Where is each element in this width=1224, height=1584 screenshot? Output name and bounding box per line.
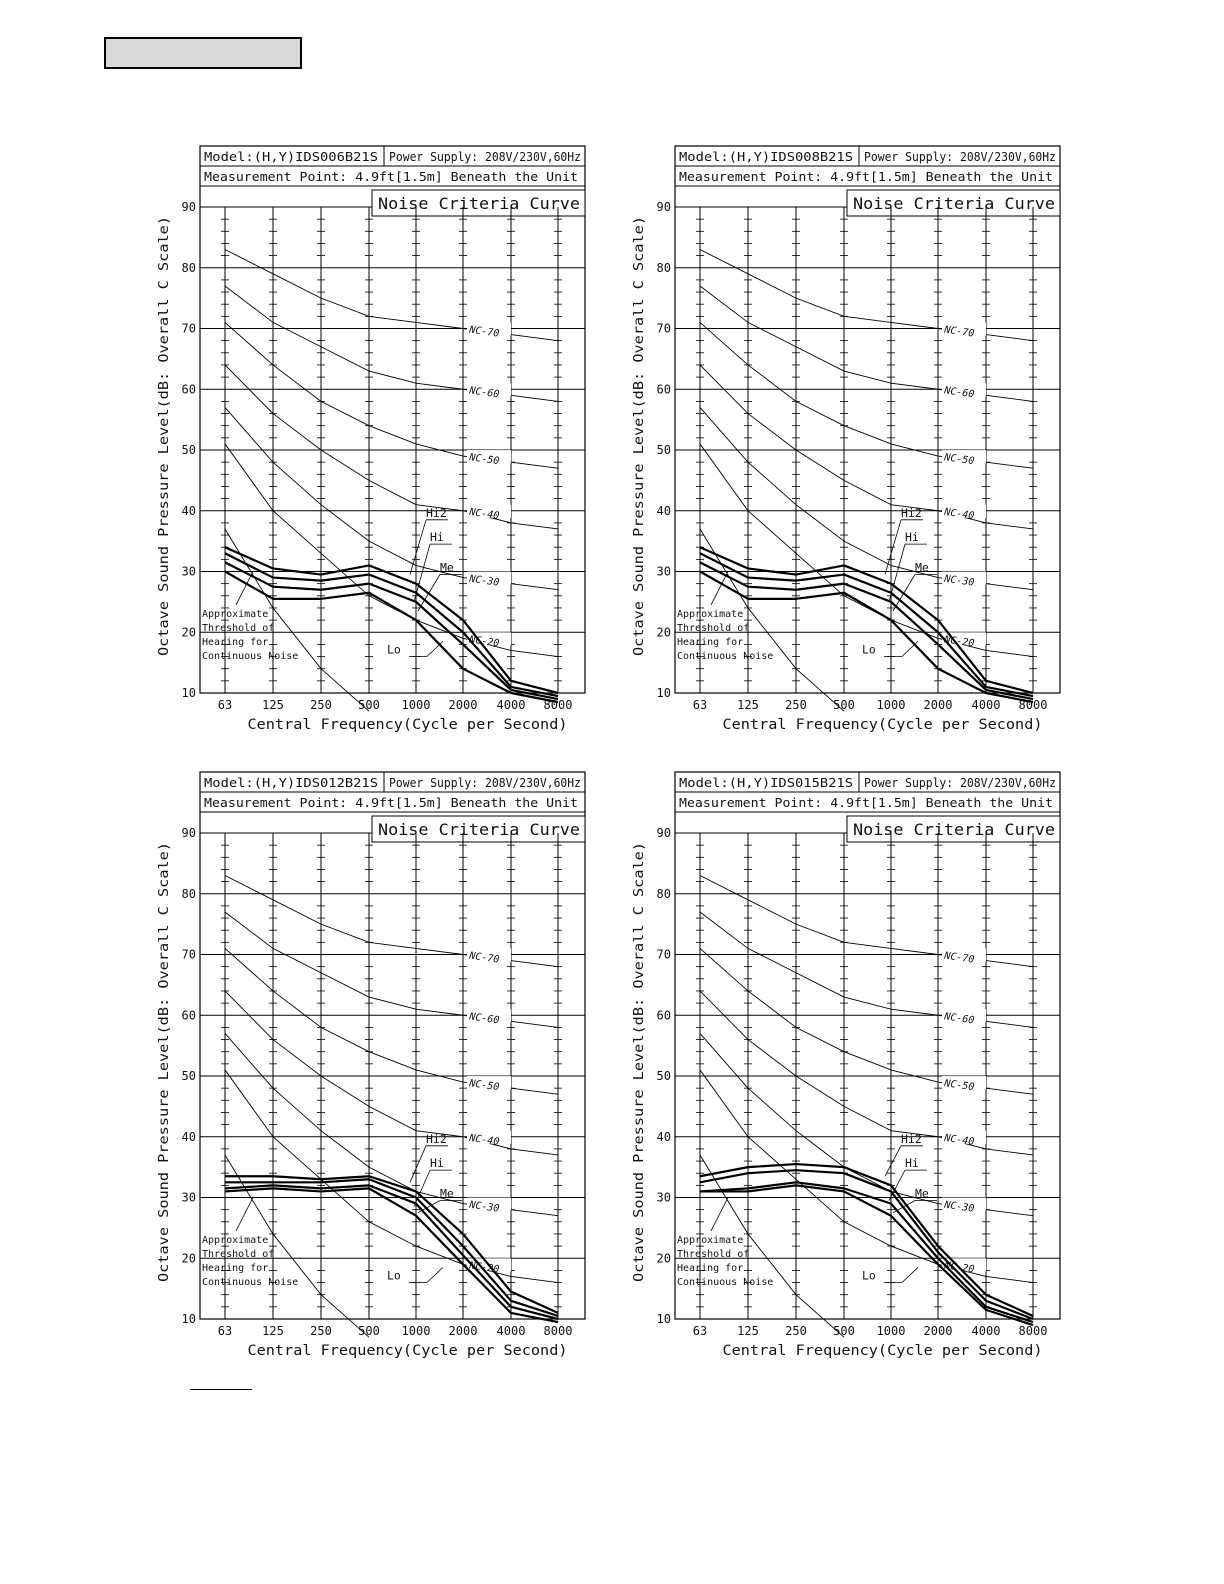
series-leader xyxy=(427,641,443,656)
nc-curve-nc-20 xyxy=(700,444,1033,657)
x-tick-label: 63 xyxy=(217,698,233,712)
threshold-label: Approximate xyxy=(202,1235,269,1247)
x-tick-label: 63 xyxy=(217,1324,233,1338)
y-tick-label: 90 xyxy=(181,826,196,840)
x-tick-label: 1000 xyxy=(876,1324,906,1338)
nc-label: NC-30 xyxy=(468,1199,500,1215)
nc-label: NC-70 xyxy=(943,950,975,966)
y-tick-label: 50 xyxy=(656,1069,671,1083)
nc-label: NC-50 xyxy=(468,1078,500,1094)
y-tick-label: 80 xyxy=(181,886,196,901)
nc-label: NC-70 xyxy=(943,324,975,340)
y-tick-label: 10 xyxy=(656,1312,671,1326)
x-tick-label: 63 xyxy=(692,1324,708,1338)
x-tick-label: 4000 xyxy=(971,1324,1001,1338)
nc-label: NC-70 xyxy=(468,324,500,340)
y-tick-label: 40 xyxy=(656,503,671,518)
y-tick-label: 60 xyxy=(181,382,196,397)
nc-label: NC-20 xyxy=(468,634,500,650)
nc-label: NC-50 xyxy=(943,452,975,468)
series-label-lo: Lo xyxy=(387,1268,401,1283)
series-label-me: Me xyxy=(915,1186,929,1201)
chart-title: Noise Criteria Curve xyxy=(853,820,1055,839)
x-tick-label: 125 xyxy=(262,698,284,712)
y-tick-label: 60 xyxy=(656,1008,671,1023)
y-tick-label: 30 xyxy=(181,1190,196,1205)
threshold-label: Threshold of xyxy=(677,623,750,635)
threshold-label: Approximate xyxy=(677,1235,744,1247)
series-label-hi2: Hi2 xyxy=(426,505,447,520)
series-hi xyxy=(700,1170,1033,1319)
y-tick-label: 70 xyxy=(656,321,671,336)
chart-svg xyxy=(625,768,1095,1368)
measurement-label: Measurement Point: 4.9ft[1.5m] Beneath the Unit xyxy=(679,796,1053,810)
y-tick-label: 60 xyxy=(656,382,671,397)
nc-label: NC-20 xyxy=(943,634,975,650)
x-tick-label: 125 xyxy=(737,1324,759,1338)
x-tick-label: 250 xyxy=(785,1324,807,1338)
model-label: Model:(H,Y)IDS012B21S xyxy=(204,775,378,790)
series-leader xyxy=(418,575,440,611)
x-tick-label: 250 xyxy=(310,698,332,712)
nc-label: NC-40 xyxy=(943,1132,975,1148)
y-axis-title: Octave Sound Pressure Level(dB: Overall C Scale) xyxy=(631,891,647,1282)
nc-label: NC-60 xyxy=(468,1011,500,1027)
footnote-rule xyxy=(190,1389,252,1390)
power-supply-label: Power Supply: 208V/230V,60Hz xyxy=(389,150,581,164)
x-tick-label: 2000 xyxy=(923,1324,953,1338)
y-tick-label: 80 xyxy=(656,260,671,275)
model-label: Model:(H,Y)IDS015B21S xyxy=(679,775,853,790)
series-label-lo: Lo xyxy=(862,642,876,657)
y-tick-label: 90 xyxy=(656,826,671,840)
chart-svg xyxy=(625,142,1095,742)
y-tick-label: 10 xyxy=(181,1312,196,1326)
threshold-label: Hearing for xyxy=(202,1263,269,1275)
nc-curve-nc-20 xyxy=(225,444,558,657)
threshold-label: Approximate xyxy=(677,609,744,621)
series-leader xyxy=(410,1146,426,1182)
series-label-me: Me xyxy=(440,1186,454,1201)
threshold-label: Threshold of xyxy=(202,623,275,635)
y-tick-label: 50 xyxy=(181,443,196,457)
x-tick-label: 63 xyxy=(692,698,708,712)
x-tick-label: 125 xyxy=(262,1324,284,1338)
nc-label: NC-50 xyxy=(943,1078,975,1094)
x-tick-label: 8000 xyxy=(1018,698,1048,712)
x-tick-label: 2000 xyxy=(448,1324,478,1338)
y-axis-title: Octave Sound Pressure Level(dB: Overall C Scale) xyxy=(631,265,647,656)
y-tick-label: 40 xyxy=(181,1129,196,1144)
model-label: Model:(H,Y)IDS006B21S xyxy=(204,149,378,164)
series-hi2 xyxy=(225,1176,558,1313)
x-tick-label: 500 xyxy=(358,698,380,712)
measurement-label: Measurement Point: 4.9ft[1.5m] Beneath the Unit xyxy=(204,796,578,810)
series-label-me: Me xyxy=(440,560,454,575)
measurement-label: Measurement Point: 4.9ft[1.5m] Beneath the Unit xyxy=(679,170,1053,184)
chart-svg xyxy=(150,768,620,1368)
nc-label: NC-40 xyxy=(468,506,500,522)
x-tick-label: 125 xyxy=(737,698,759,712)
x-tick-label: 1000 xyxy=(876,698,906,712)
x-axis-title: Central Frequency(Cycle per Second) xyxy=(722,1343,1043,1359)
x-tick-label: 500 xyxy=(833,698,855,712)
y-tick-label: 70 xyxy=(656,947,671,962)
series-label-hi2: Hi2 xyxy=(901,505,922,520)
nc-label: NC-70 xyxy=(468,950,500,966)
chart-title: Noise Criteria Curve xyxy=(853,194,1055,213)
y-tick-label: 80 xyxy=(181,260,196,275)
nc-label: NC-40 xyxy=(468,1132,500,1148)
x-tick-label: 8000 xyxy=(543,1324,573,1338)
series-leader xyxy=(902,641,918,656)
threshold-label: Hearing for xyxy=(677,1263,744,1275)
y-tick-label: 10 xyxy=(181,686,196,700)
threshold-label: Approximate xyxy=(202,609,269,621)
threshold-leader xyxy=(711,1198,728,1231)
threshold-leader xyxy=(236,572,253,605)
x-tick-label: 500 xyxy=(358,1324,380,1338)
series-label-me: Me xyxy=(915,560,929,575)
series-leader xyxy=(902,1267,918,1282)
nc-label: NC-60 xyxy=(943,385,975,401)
nc-label: NC-30 xyxy=(943,1199,975,1215)
y-tick-label: 30 xyxy=(181,564,196,579)
y-tick-label: 30 xyxy=(656,564,671,579)
y-tick-label: 40 xyxy=(656,1129,671,1144)
x-tick-label: 8000 xyxy=(1018,1324,1048,1338)
series-label-lo: Lo xyxy=(862,1268,876,1283)
nc-label: NC-20 xyxy=(943,1260,975,1276)
nc-label: NC-30 xyxy=(468,573,500,589)
series-hi2 xyxy=(700,1164,1033,1316)
series-label-hi: Hi xyxy=(430,530,444,545)
threshold-label: Continuous Noise xyxy=(677,651,774,663)
x-axis-title: Central Frequency(Cycle per Second) xyxy=(247,1343,568,1359)
x-tick-label: 500 xyxy=(833,1324,855,1338)
threshold-leader xyxy=(236,1198,253,1231)
x-tick-label: 1000 xyxy=(401,1324,431,1338)
x-tick-label: 2000 xyxy=(448,698,478,712)
noise-chart-ids012 xyxy=(150,768,620,1368)
measurement-label: Measurement Point: 4.9ft[1.5m] Beneath the Unit xyxy=(204,170,578,184)
y-tick-label: 90 xyxy=(181,200,196,214)
y-tick-label: 50 xyxy=(656,443,671,457)
series-leader xyxy=(893,575,915,611)
series-label-hi: Hi xyxy=(905,1156,919,1171)
nc-label: NC-40 xyxy=(943,506,975,522)
threshold-leader xyxy=(711,572,728,605)
x-tick-label: 250 xyxy=(785,698,807,712)
chart-title: Noise Criteria Curve xyxy=(378,194,580,213)
x-tick-label: 250 xyxy=(310,1324,332,1338)
series-label-hi2: Hi2 xyxy=(901,1131,922,1146)
x-tick-label: 8000 xyxy=(543,698,573,712)
threshold-label: Continuous Noise xyxy=(202,1277,299,1289)
x-axis-title: Central Frequency(Cycle per Second) xyxy=(722,717,1043,733)
threshold-label: Continuous Noise xyxy=(202,651,299,663)
series-label-hi: Hi xyxy=(430,1156,444,1171)
nc-label: NC-30 xyxy=(943,573,975,589)
y-tick-label: 70 xyxy=(181,321,196,336)
threshold-label: Threshold of xyxy=(202,1249,275,1261)
series-label-hi: Hi xyxy=(905,530,919,545)
x-tick-label: 4000 xyxy=(496,1324,526,1338)
nc-label: NC-20 xyxy=(468,1260,500,1276)
series-leader xyxy=(427,1267,443,1282)
threshold-label: Continuous Noise xyxy=(677,1277,774,1289)
x-axis-title: Central Frequency(Cycle per Second) xyxy=(247,717,568,733)
y-tick-label: 70 xyxy=(181,947,196,962)
power-supply-label: Power Supply: 208V/230V,60Hz xyxy=(389,776,581,790)
series-label-hi2: Hi2 xyxy=(426,1131,447,1146)
y-tick-label: 20 xyxy=(656,1251,671,1266)
nc-label: NC-60 xyxy=(468,385,500,401)
x-tick-label: 4000 xyxy=(971,698,1001,712)
chart-title: Noise Criteria Curve xyxy=(378,820,580,839)
y-tick-label: 80 xyxy=(656,886,671,901)
y-tick-label: 90 xyxy=(656,200,671,214)
y-tick-label: 60 xyxy=(181,1008,196,1023)
x-tick-label: 2000 xyxy=(923,698,953,712)
nc-label: NC-50 xyxy=(468,452,500,468)
power-supply-label: Power Supply: 208V/230V,60Hz xyxy=(864,776,1056,790)
threshold-label: Hearing for xyxy=(677,637,744,649)
threshold-label: Threshold of xyxy=(677,1249,750,1261)
y-axis-title: Octave Sound Pressure Level(dB: Overall C Scale) xyxy=(156,265,172,656)
y-tick-label: 50 xyxy=(181,1069,196,1083)
chart-svg xyxy=(150,142,620,742)
y-tick-label: 20 xyxy=(181,625,196,640)
y-tick-label: 20 xyxy=(656,625,671,640)
noise-chart-ids008 xyxy=(625,142,1095,742)
power-supply-label: Power Supply: 208V/230V,60Hz xyxy=(864,150,1056,164)
x-tick-label: 4000 xyxy=(496,698,526,712)
y-tick-label: 20 xyxy=(181,1251,196,1266)
header-box xyxy=(104,37,302,69)
x-tick-label: 1000 xyxy=(401,698,431,712)
noise-chart-ids015 xyxy=(625,768,1095,1368)
threshold-label: Hearing for xyxy=(202,637,269,649)
series-label-lo: Lo xyxy=(387,642,401,657)
noise-chart-ids006 xyxy=(150,142,620,742)
y-tick-label: 40 xyxy=(181,503,196,518)
threshold-curve xyxy=(700,1155,844,1337)
y-tick-label: 10 xyxy=(656,686,671,700)
y-tick-label: 30 xyxy=(656,1190,671,1205)
y-axis-title: Octave Sound Pressure Level(dB: Overall C Scale) xyxy=(156,891,172,1282)
nc-label: NC-60 xyxy=(943,1011,975,1027)
model-label: Model:(H,Y)IDS008B21S xyxy=(679,149,853,164)
